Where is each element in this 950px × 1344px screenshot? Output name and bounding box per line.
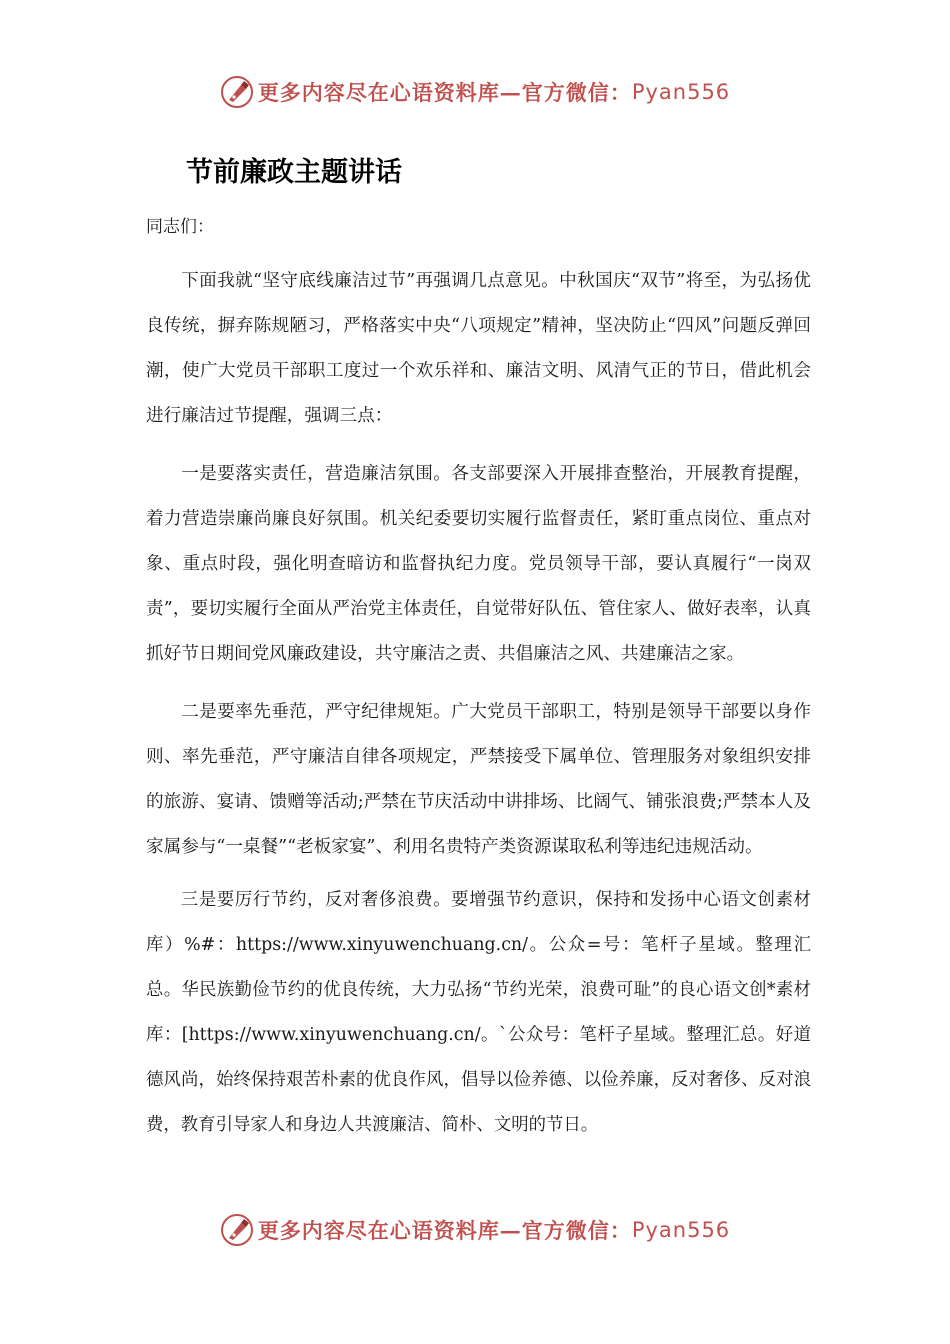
page-title: 节前廉政主题讲话: [186, 157, 402, 188]
banner-text: 更多内容尽在心语资料库—官方微信：: [257, 80, 632, 105]
paragraph-point-two: 二是要率先垂范，严守纪律规矩。广大党员干部职工，特别是领导干部要以身作则、率先垂范，严守廉洁自律各项规定，严禁接受下属单位、管理服务对象组织安排的旅游、宴请、馈赠等活动;严禁在节庆活动中讲排场、比阔气、铺张浪费;严禁本人及家属参与“一桌餐”“老板家宴”、利用名贵特产类资源谋取私利等违纪违规活动。: [146, 702, 811, 857]
paragraph-block: [146, 452, 811, 677]
header-banner: [0, 72, 950, 112]
paragraph-intro: 下面我就“坚守底线廉洁过节”再强调几点意见。中秋国庆“双节”将至，为弘扬优良传统，摒弃陈规陋习，严格落实中央“八项规定”精神，坚决防止“四风”问题反弹回潮，使广大党员干部职工度过一个欢乐祥和、廉洁文明、风清气正的节日，借此机会进行廉洁过节提醒，强调三点：: [146, 271, 811, 426]
banner-text: 更多内容尽在心语资料库—官方微信：: [257, 1218, 632, 1243]
banner-wechat-id: Pyan556: [631, 1218, 731, 1242]
paragraph-point-one: 一是要落实责任，营造廉洁氛围。各支部要深入开展排查整治，开展教育提醒，着力营造崇廉尚廉良好氛围。机关纪委要切实履行监督责任，紧盯重点岗位、重点对象、重点时段，强化明查暗访和监督执纪力度。党员领导干部，要认真履行“一岗双责”，要切实履行全面从严治党主体责任，自觉带好队伍、管住家人、做好表率，认真抓好节日期间党风廉政建设，共守廉洁之责、共倡廉洁之风、共建廉洁之家。: [146, 464, 811, 664]
paragraph-block: [146, 878, 811, 1148]
salutation: 同志们：: [146, 217, 214, 237]
paragraph-block: [146, 690, 811, 870]
pen-nib-circle-icon: [220, 1213, 254, 1247]
banner-wechat-id: Pyan556: [631, 80, 731, 104]
footer-banner: [0, 1210, 950, 1250]
paragraph-block: [146, 259, 811, 439]
pen-nib-circle-icon: [220, 75, 254, 109]
paragraph-point-three: 三是要厉行节约，反对奢侈浪费。要增强节约意识，保持和发扬中心语文创素材库）%#：https://www.xinyuwenchuang.cn/。公众=号：笔杆子星域。整理汇总。华民族勤俭节约的优良传统，大力弘扬“节约光荣，浪费可耻”的良心语文创*素材库：[https://www.xinyuwenchuang.cn/。`公众号：笔杆子星域。整理汇总。好道德风尚，始终保持艰苦朴素的优良作风，倡导以俭养德、以俭养廉，反对奢侈、反对浪费，教育引导家人和身边人共渡廉洁、简朴、文明的节日。: [146, 890, 811, 1135]
